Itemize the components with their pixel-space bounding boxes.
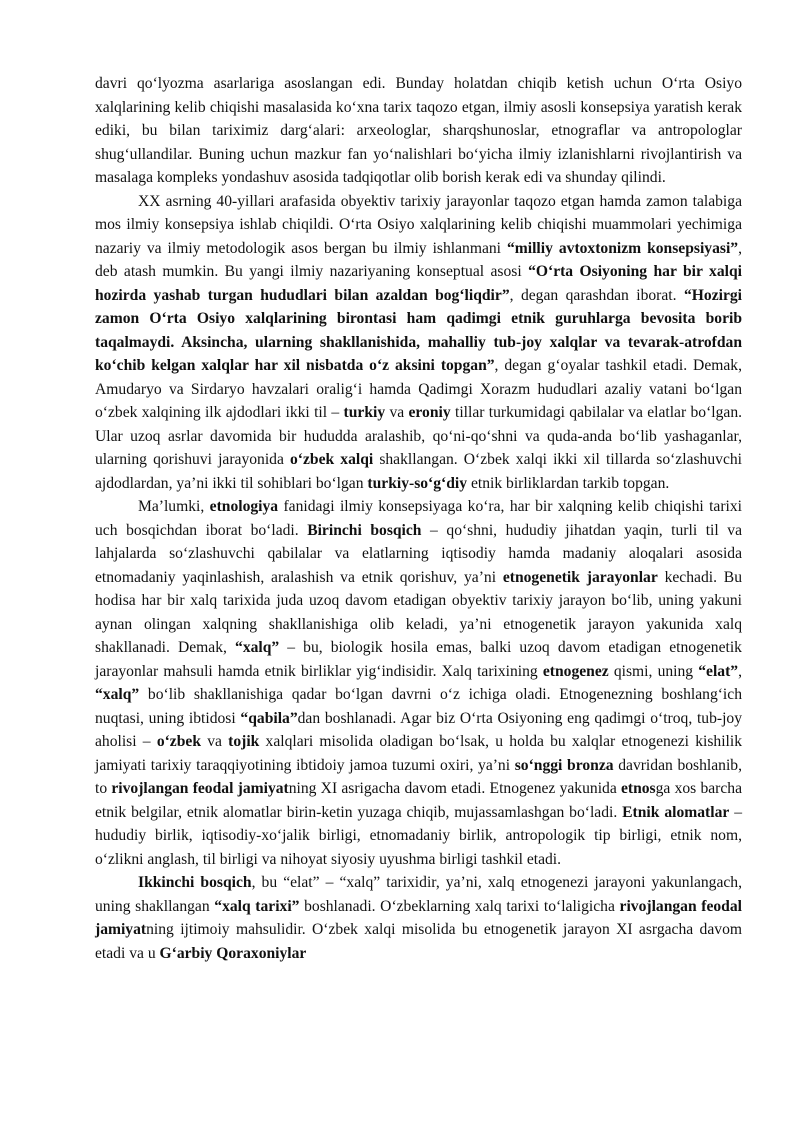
text-run: ga xos barcha etnik belgilar, etnik alomatlar birin-ketin yuzaga chiqib, mujassamlashgan bo‘ladi. bbox=[95, 780, 743, 821]
text-run: tillar turkumidagi qabilalar va elatlar bo‘lgan. Ular uzoq asrlar davomida bir hududda aralashib, qo‘ni-qo‘shni va quda-anda bo‘lib yashaganlar, ularning qorishuvi jarayonida bbox=[95, 404, 743, 468]
text-run: Ma’lumki, bbox=[138, 498, 210, 515]
bold-term: tojik bbox=[228, 733, 260, 750]
text-run: kechadi. Bu hodisa har bir xalq tarixida juda uzoq davom etadigan obyektiv tarixiy jarayon bo‘lib, uning yakuni aynan olingan xalqning shakllanishiga olib keladi, ya’ni etnogenetik jarayon yakunida xalq shakllanadi. Demak, bbox=[95, 568, 742, 656]
bold-term: Etnik alomatlar bbox=[622, 803, 730, 821]
text-run: davridan boshlanib, to bbox=[95, 756, 742, 797]
text-run: , deb atash mumkin. Bu yangi ilmiy nazariyaning konseptual asosi bbox=[95, 239, 742, 280]
bold-term: o‘zbek xalqi bbox=[290, 451, 374, 468]
text-run: shakllangan. O‘zbek xalqi ikki xil tillarda so‘zlashuvchi ajdodlardan, ya’ni ikki til sohiblari bo‘lgan bbox=[95, 451, 742, 492]
bold-term: G‘arbiy Qoraxoniylar bbox=[159, 944, 307, 962]
bold-term: “Hozirgi zamon O‘rta Osiyo xalqlarining birontasi ham qadimgi etnik guruhlarga bevosita borib taqalmaydi. Aksincha, ularning shakllanishida, mahalliy tub-joy xalqlar va tevarak-atrofdan ko‘chib kelgan xalqlar har xil nisbatda o‘z aksini topgan” bbox=[95, 286, 742, 374]
text-run: xalqlari misolida oladigan bo‘lsak, u holda bu xalqlar etnogenezi kishilik jamiyati tarixiy taraqqiyotining ibtidoiy jamoa tuzumi oxiri, ya’ni bbox=[95, 733, 742, 774]
bold-term: rivojlangan feodal jamiyat bbox=[111, 780, 289, 797]
bold-term: eroniy bbox=[408, 404, 451, 421]
text-run: va bbox=[385, 404, 409, 421]
text-run: – qo‘shni, hududiy jihatdan yaqin, turli til va lahjalarda so‘zlashuvchi qabilalar va elatlarning iqtisodiy hamda madaniy aloqalari asosida etnomadaniy yaqinlashish, aralashish va etnik qorishuv, ya’ni bbox=[95, 521, 742, 586]
paragraph-1 bbox=[95, 72, 742, 190]
text-run: fanidagi ilmiy konsepsiyaga ko‘ra, har bir xalqning kelib chiqishi tarixi uch bosqichdan iborat bo‘ladi. bbox=[95, 498, 742, 539]
text-run: ning ijtimoiy mahsulidir. O‘zbek xalqi misolida bu etnogenetik jarayon XI asrgacha davom etadi va u bbox=[95, 921, 742, 962]
text-run: – bu, biologik hosila emas, balki uzoq davom etadigan etnogenetik jarayonlar mahsuli hamda etnik birliklar yig‘indisidir. Xalq tarixining bbox=[95, 639, 742, 680]
bold-term: Birinchi bosqich bbox=[307, 521, 422, 539]
bold-term: etnos bbox=[620, 780, 656, 797]
text-run: XX asrning 40-yillari arafasida obyektiv tarixiy jarayonlar taqozo etgan hamda zamon talabiga mos ilmiy konsepsiya ishlab chiqildi. O‘rta Osiyo xalqlarining kelib chiqishi muammolari yechimiga nazariy va ilmiy metodologik asos bergan bu ilmiy ishlanmani bbox=[95, 192, 742, 257]
bold-term: “xalq” bbox=[95, 686, 140, 703]
text-run: va bbox=[201, 733, 229, 750]
bold-term: “O‘rta Osiyoning har bir xalqi hozirda yashab turgan hududlari bilan azaldan bog‘liqdir” bbox=[95, 263, 742, 304]
text-run: etnik birliklardan tarkib topgan. bbox=[467, 474, 670, 492]
bold-term: “xalq” bbox=[235, 639, 280, 656]
bold-term: etnogenetik jarayonlar bbox=[502, 568, 658, 586]
bold-term: “elat” bbox=[698, 662, 739, 680]
bold-term: “qabila” bbox=[240, 709, 298, 727]
text-run: qismi, uning bbox=[608, 662, 699, 680]
text-run: , degan qarashdan iborat. bbox=[509, 286, 684, 304]
text-run: , degan g‘oyalar tashkil etadi. Demak, Amudaryo va Sirdaryo havzalari oralig‘i hamda Qadimgi Xorazm hududlari azaliy vatani bo‘lgan o‘zbek xalqining ilk ajdodlari ikki til – bbox=[95, 357, 742, 421]
bold-term: so‘nggi bronza bbox=[514, 756, 614, 774]
bold-term: etnologiya bbox=[209, 498, 279, 515]
bold-term: o‘zbek bbox=[156, 733, 201, 750]
bold-term: turkiy bbox=[343, 404, 386, 421]
text-run: ning XI asrigacha davom etadi. Etnogenez yakunida bbox=[288, 780, 621, 797]
bold-term: “milliy avtoxtonizm konsepsiyasi” bbox=[506, 239, 739, 257]
text-run: , bu “elat” – “xalq” tarixidir, ya’ni, xalq etnogenezi jarayoni yakunlangach, uning shakllangan bbox=[95, 874, 742, 915]
text-run: – hududiy birlik, iqtisodiy-xo‘jalik birligi, etnomadaniy birlik, antropologik tip birligi, etnik nom, o‘zlikni anglash, til birligi va nihoyat siyosiy uyushma birligi tashkil etadi. bbox=[95, 803, 742, 868]
bold-term: Ikkinchi bosqich bbox=[138, 874, 252, 891]
bold-term: rivojlangan feodal jamiyat bbox=[95, 897, 742, 938]
text-run: , bbox=[738, 662, 742, 680]
paragraph-4 bbox=[95, 871, 742, 965]
paragraph-3 bbox=[95, 495, 742, 871]
paragraph-2 bbox=[95, 190, 742, 496]
bold-term: turkiy-so‘g‘diy bbox=[367, 474, 468, 492]
text-run: bo‘lib shakllanishiga qadar bo‘lgan davrni o‘z ichiga oladi. Etnogenezning boshlang‘ich nuqtasi, uning ibtidosi bbox=[95, 686, 742, 727]
bold-term: etnogenez bbox=[542, 662, 609, 680]
text-run: davri qo‘lyozma asarlariga asoslangan edi. Bunday holatdan chiqib ketish uchun O‘rta Osiyo xalqlarining kelib chiqishi masalasida ko‘xna tarix taqozo etgan, ilmiy asosli konsepsiya yaratish kerak ediki, bu bilan tariximiz darg‘alari: arxeologlar, sharqshunoslar, etnograflar va antropologlar shug‘ullandilar. Buning uchun mazkur fan yo‘nalishlari bo‘yicha ilmiy izlanishlarni rivojlantirish va masalaga kompleks yondashuv asosida tadqiqotlar olib borish kerak edi va shunday qilindi. bbox=[95, 75, 742, 186]
bold-term: “xalq tarixi” bbox=[214, 897, 300, 915]
text-run: dan boshlanadi. Agar biz O‘rta Osiyoning eng qadimgi o‘troq, tub-joy aholisi – bbox=[95, 709, 742, 750]
text-run: boshlanadi. O‘zbeklarning xalq tarixi to‘laligicha bbox=[299, 897, 620, 915]
